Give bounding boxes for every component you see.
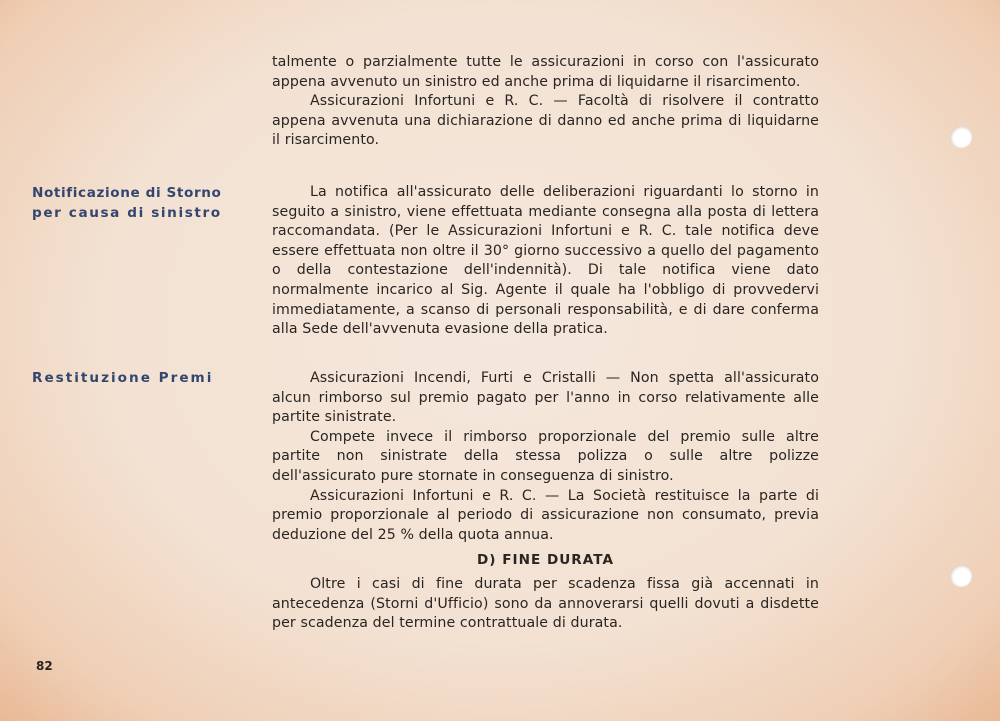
punch-hole xyxy=(950,126,972,148)
paragraph: Oltre i casi di fine durata per scadenza fissa già accennati in antecedenza (Storni d'Ufficio) sono da annoverarsi quelli dovuti a disdette per scadenza del termine contrattuale di durata. xyxy=(272,575,819,632)
punch-hole xyxy=(950,565,972,587)
section-restituzione xyxy=(272,369,819,634)
paragraph: Compete invece il rimborso proporzionale del premio sulle altre partite non sinistrate della stessa polizza o sulle altre polizze dell'assicurato pure stornate in conseguenza di sinistro. xyxy=(272,428,819,484)
side-label-notificazione xyxy=(32,183,242,223)
side-label-line: Restituzione Premi xyxy=(32,370,214,386)
paragraph: Assicurazioni Infortuni e R. C. — La Società restituisce la parte di premio proporzionale al periodo di assicurazione non consumato, previa deduzione del 25 % della quota annua. xyxy=(272,487,819,543)
side-label-restituzione xyxy=(32,368,242,388)
section-top xyxy=(272,53,819,151)
section-heading: D) FINE DURATA xyxy=(477,552,614,569)
paragraph: La notifica all'assicurato delle deliberazioni riguardanti lo storno in seguito a sinistro, viene effettuata mediante consegna alla posta di lettera raccomandata. (Per le Assicurazioni Infortuni e R. C. tale notifica deve essere effettuata non oltre il 30° giorno successivo a quello del pagamento o della contestazione dell'indennità). Di tale notifica viene dato normalmente incarico al Sig. Agente il quale ha l'obbligo di provvedervi immediatamente, a scanso di personali responsabilità, e di dare conferma alla Sede dell'avvenuta evasione della pratica. xyxy=(272,184,819,338)
section-notifica xyxy=(272,183,819,340)
paragraph: Assicurazioni Infortuni e R. C. — Facoltà di risolvere il contratto appena avvenuta una dichiarazione di danno ed anche prima di liquidarne il risarcimento. xyxy=(272,93,819,149)
paragraph: Assicurazioni Incendi, Furti e Cristalli — Non spetta all'assicurato alcun rimborso sul premio pagato per l'anno in corso relativamente alle partite sinistrate. xyxy=(272,370,819,426)
side-label-line: per causa di sinistro xyxy=(32,205,222,221)
paragraph: talmente o parzialmente tutte le assicurazioni in corso con l'assicurato appena avvenuto un sinistro ed anche prima di liquidarne il risarcimento. xyxy=(272,54,819,90)
page-number: 82 xyxy=(36,659,53,673)
side-label-line: Notificazione di Storno xyxy=(32,185,222,201)
